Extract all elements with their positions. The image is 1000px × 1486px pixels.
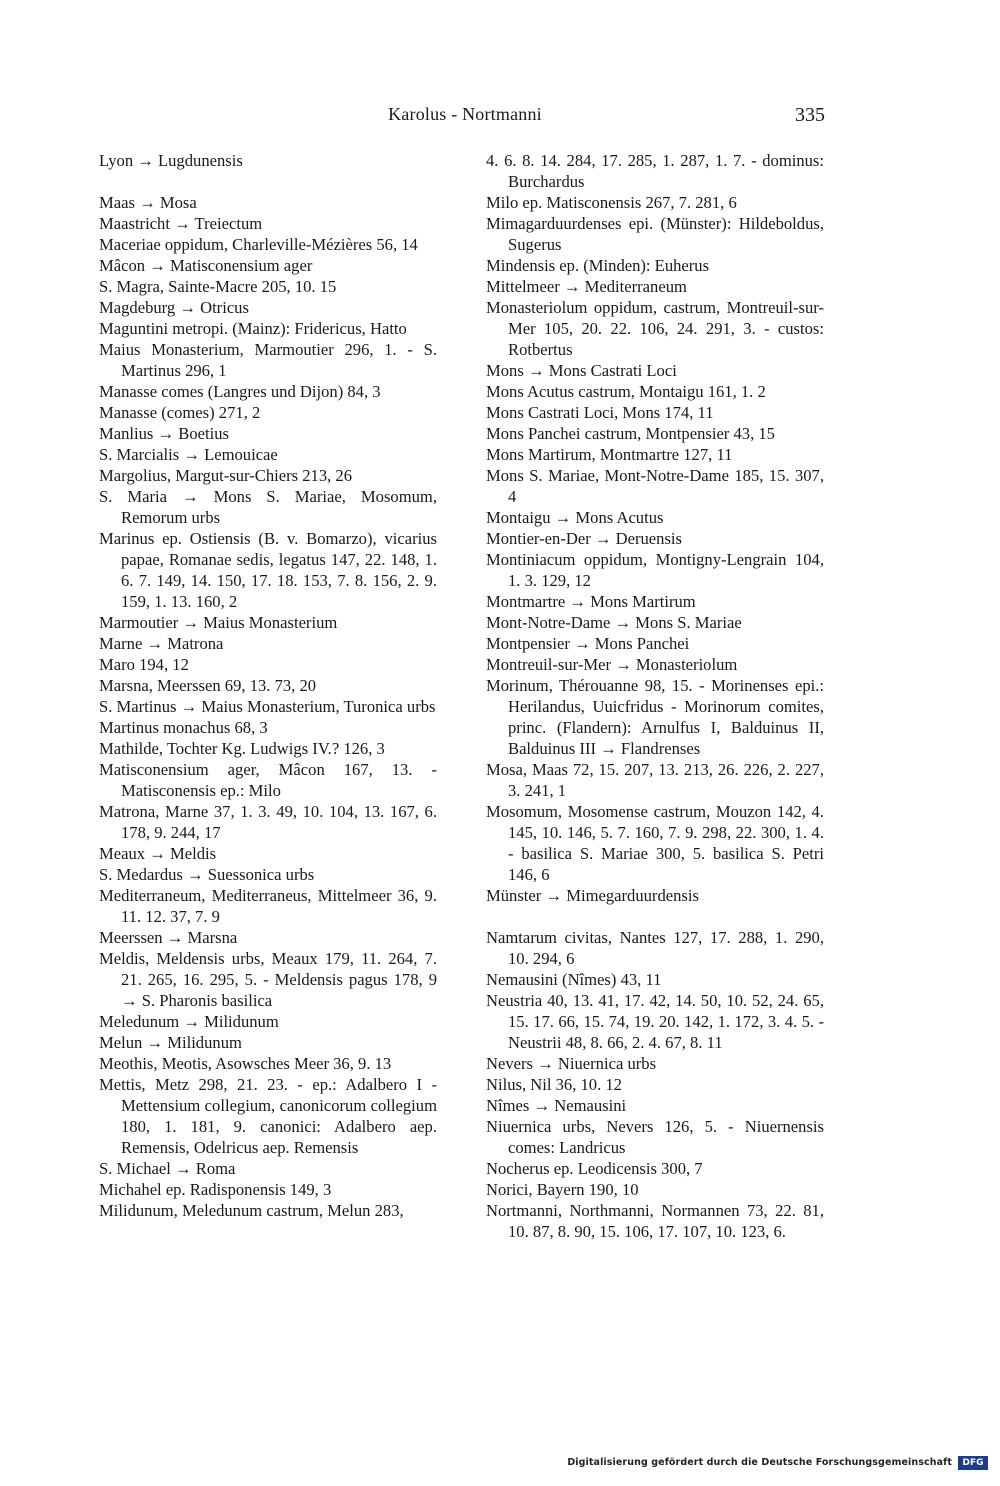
index-entry: Nevers → Niuernica urbs — [486, 1054, 657, 1073]
index-entry: Matisconensium ager, Mâcon 167, 13. - Matisconensis ep.: Milo — [99, 760, 437, 800]
index-entry: Maguntini metropi. (Mainz): Fridericus, Hatto — [99, 319, 407, 338]
index-entry: Mâcon → Matisconensium ager — [99, 256, 313, 275]
index-entry: Montpensier → Mons Panchei — [486, 634, 690, 653]
index-entry: S. Medardus → Suessonica urbs — [99, 865, 315, 884]
index-entry: Mediterraneum, Mediterraneus, Mittelmeer 36, 9. 11. 12. 37, 7. 9 — [99, 886, 437, 926]
index-entry: Maro 194, 12 — [99, 655, 189, 674]
index-entry: Mons Panchei castrum, Montpensier 43, 15 — [486, 424, 775, 443]
index-entry: 4. 6. 8. 14. 284, 17. 285, 1. 287, 1. 7. - dominus: Burchardus — [486, 151, 824, 191]
index-entry: Mosomum, Mosomense castrum, Mouzon 142, 4. 145, 10. 146, 5. 7. 160, 7. 9. 298, 22. 300, 1. 4. - basilica S. Mariae 300, 5. basilica S. Petri 146, 6 — [486, 802, 824, 884]
index-entry: Mons Acutus castrum, Montaigu 161, 1. 2 — [486, 382, 766, 401]
index-entry: Mons S. Mariae, Mont-Notre-Dame 185, 15. 307, 4 — [486, 466, 824, 506]
index-entry: Melun → Milidunum — [99, 1033, 242, 1052]
index-entry: Mons Martirum, Montmartre 127, 11 — [486, 445, 733, 464]
index-entry: Nilus, Nil 36, 10. 12 — [486, 1075, 622, 1094]
index-entry: Meerssen → Marsna — [99, 928, 238, 947]
index-entry: Montreuil-sur-Mer → Monasteriolum — [486, 655, 738, 674]
index-entry: S. Maria → Mons S. Mariae, Mosomum, Remorum urbs — [99, 487, 437, 527]
index-entry: Namtarum civitas, Nantes 127, 17. 288, 1. 290, 10. 294, 6 — [486, 928, 824, 968]
index-entry: Montiniacum oppidum, Montigny-Lengrain 104, 1. 3. 129, 12 — [486, 550, 824, 590]
index-entry: Montier-en-Der → Deruensis — [486, 529, 682, 548]
index-entry: Meothis, Meotis, Asowsches Meer 36, 9. 13 — [99, 1054, 392, 1073]
index-column-left — [99, 150, 437, 1221]
index-entry: Mons → Mons Castrati Loci — [486, 361, 677, 380]
index-entry: Meldis, Meldensis urbs, Meaux 179, 11. 264, 7. 21. 265, 16. 295, 5. - Meldensis pagus 178, 9 → S. Pharonis basilica — [99, 949, 437, 1010]
index-entry: Mosa, Maas 72, 15. 207, 13. 213, 26. 226, 2. 227, 3. 241, 1 — [486, 760, 824, 800]
index-entry: S. Michael → Roma — [99, 1159, 236, 1178]
index-entry: Marne → Matrona — [99, 634, 224, 653]
index-entry: Lyon → Lugdunensis — [99, 151, 243, 170]
index-entry: Marsna, Meerssen 69, 13. 73, 20 — [99, 676, 317, 695]
index-entry: Milidunum, Meledunum castrum, Melun 283, — [99, 1201, 404, 1220]
page-number: 335 — [795, 104, 825, 126]
index-entry: Manasse (comes) 271, 2 — [99, 403, 261, 422]
running-head: Karolus - Nortmanni — [388, 104, 542, 124]
dfg-logo: DFG — [958, 1456, 988, 1470]
index-entry: Milo ep. Matisconensis 267, 7. 281, 6 — [486, 193, 737, 212]
index-entry: Meledunum → Milidunum — [99, 1012, 279, 1031]
section-gap — [99, 171, 437, 192]
index-entry: Norici, Bayern 190, 10 — [486, 1180, 639, 1199]
section-gap — [486, 906, 824, 927]
index-entry: Magdeburg → Otricus — [99, 298, 249, 317]
index-entry: Michahel ep. Radisponensis 149, 3 — [99, 1180, 332, 1199]
index-entry: Münster → Mimegarduurdensis — [486, 886, 699, 905]
index-entry: Nemausini (Nîmes) 43, 11 — [486, 970, 662, 989]
index-entry: Neustria 40, 13. 41, 17. 42, 14. 50, 10. 52, 24. 65, 15. 17. 66, 15. 74, 19. 20. 142, 1. 172, 3. 4. 5. - Neustrii 48, 8. 66, 2. 4. 67, 8. 11 — [486, 991, 824, 1052]
index-entry: Margolius, Margut-sur-Chiers 213, 26 — [99, 466, 353, 485]
index-entry: Maceriae oppidum, Charleville-Mézières 56, 14 — [99, 235, 418, 254]
index-entry: S. Martinus → Maius Monasterium, Turonica urbs — [99, 697, 436, 716]
index-entry: Mont-Notre-Dame → Mons S. Mariae — [486, 613, 742, 632]
index-entry: Marmoutier → Maius Monasterium — [99, 613, 338, 632]
index-entry: S. Magra, Sainte-Macre 205, 10. 15 — [99, 277, 337, 296]
index-entry: Maas → Mosa — [99, 193, 197, 212]
index-entry: Nocherus ep. Leodicensis 300, 7 — [486, 1159, 703, 1178]
index-entry: Montmartre → Mons Martirum — [486, 592, 696, 611]
index-entry: Manasse comes (Langres und Dijon) 84, 3 — [99, 382, 381, 401]
index-entry: S. Marcialis → Lemouicae — [99, 445, 278, 464]
footer — [0, 1455, 1000, 1475]
index-column-right — [486, 150, 824, 1242]
index-entry: Mindensis ep. (Minden): Euherus — [486, 256, 710, 275]
index-entry: Mathilde, Tochter Kg. Ludwigs IV.? 126, 3 — [99, 739, 385, 758]
index-entry: Nortmanni, Northmanni, Normannen 73, 22. 81, 10. 87, 8. 90, 15. 106, 17. 107, 10. 123, 6. — [486, 1201, 824, 1241]
index-entry: Martinus monachus 68, 3 — [99, 718, 268, 737]
index-entry: Morinum, Thérouanne 98, 15. - Morinenses epi.: Herilandus, Uuicfridus - Morinorum comites, princ. (Flandern): Arnulfus I, Balduinus II, Balduinus III → Flandrenses — [486, 676, 824, 758]
funding-credit: Digitalisierung gefördert durch die Deutsche Forschungsgemeinschaft — [567, 1457, 952, 1468]
index-entry: Matrona, Marne 37, 1. 3. 49, 10. 104, 13. 167, 6. 178, 9. 244, 17 — [99, 802, 437, 842]
index-entry: Mons Castrati Loci, Mons 174, 11 — [486, 403, 714, 422]
index-entry: Monasteriolum oppidum, castrum, Montreuil-sur-Mer 105, 20. 22. 106, 24. 291, 3. - custos: Rotbertus — [486, 298, 824, 359]
index-entry: Nîmes → Nemausini — [486, 1096, 627, 1115]
index-entry: Mimagarduurdenses epi. (Münster): Hildeboldus, Sugerus — [486, 214, 824, 254]
index-entry: Mittelmeer → Mediterraneum — [486, 277, 687, 296]
index-entry: Maastricht → Treiectum — [99, 214, 263, 233]
page-header — [0, 100, 1000, 134]
index-entry: Meaux → Meldis — [99, 844, 217, 863]
index-entry: Mettis, Metz 298, 21. 23. - ep.: Adalbero I - Mettensium collegium, canonicorum collegium 180, 1. 181, 9. canonici: Adalbero aep. Remensis, Odelricus aep. Remensis — [99, 1075, 437, 1157]
index-entry: Marinus ep. Ostiensis (B. v. Bomarzo), vicarius papae, Romanae sedis, legatus 147, 22. 148, 1. 6. 7. 149, 14. 150, 17. 18. 153, 7. 8. 156, 2. 9. 159, 1. 13. 160, 2 — [99, 529, 437, 611]
index-entry: Niuernica urbs, Nevers 126, 5. - Niuernensis comes: Landricus — [486, 1117, 824, 1157]
index-entry: Manlius → Boetius — [99, 424, 229, 443]
index-entry: Maius Monasterium, Marmoutier 296, 1. - S. Martinus 296, 1 — [99, 340, 437, 380]
index-entry: Montaigu → Mons Acutus — [486, 508, 664, 527]
